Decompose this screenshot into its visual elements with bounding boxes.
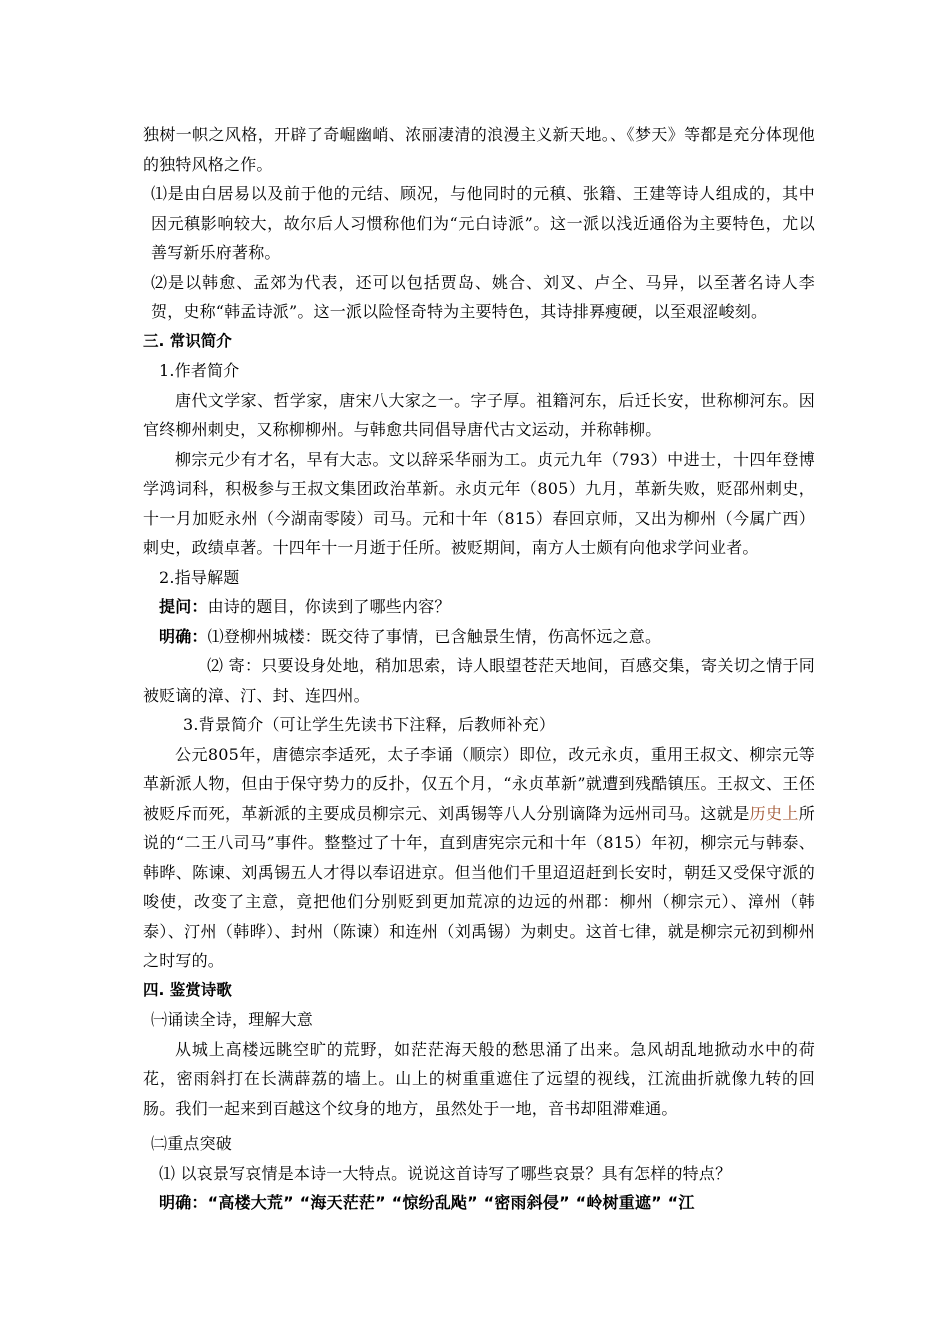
clarify-text: “高楼大荒” “海天茫茫” “惊纷乱飐” “密雨斜侵” “岭树重遮” “江 (207, 1193, 695, 1212)
paragraph-poem-meaning: 从城上高楼远眺空旷的荒野，如茫茫海天般的愁思涌了出来。急风胡乱地掀动水中的荷花，密雨斜打在长满薜荔的墙上。山上的树重重遮住了远望的视线，江流曲折就像九转的回肠。我们一起来到百越这个纹身的地方，虽然处于一地，音书却阻滞难通。 (143, 1039, 815, 1118)
paragraph-key-question: ⑴ 以哀景写哀情是本诗一大特点。说说这首诗写了哪些哀景？具有怎样的特点？ (159, 1163, 732, 1183)
answer-line (143, 622, 815, 652)
subheading-background: 3.背景简介（可让学生先读书下注释，后教师补充） (183, 715, 556, 734)
paragraph-li-he-style: 独树一帜之风格，开辟了奇崛幽峭、浓丽凄清的浪漫主义新天地。、《梦天》等都是充分体现他的独特风格之作。 (143, 125, 815, 174)
paragraph-author-biography: 柳宗元少有才名，早有大志。文以辞采华丽为工。贞元九年（793）中进士，十四年登博学鸿词科，积极参与王叔文集团政治革新。永贞元年（805）九月，革新失败，贬邵州刺史，十一月加贬永州（今湖南零陵）司马。元和十年（815）春回京师，又出为柳州（今属广西）刺史，政绩卓著。十四年十一月逝于任所。被贬期间，南方人士颇有向他求学问业者。 (143, 449, 815, 557)
section-heading-appreciation: 四. 鉴赏诗歌 (143, 980, 232, 999)
subheading-key-points: ㈡重点突破 (151, 1134, 233, 1153)
background-text-part1: 公元805年，唐德宗李适死，太子李诵（顺宗）即位，改元永贞，重用王叔文、柳宗元等革新派人物，但由于保守势力的反扑，仅五个月，“永贞革新”就遭到残酷镇压。王叔文、王伾被贬斥而死，革新派的主要成员柳宗元、刘禹锡等八人分别谪降为远州司马。这就是 (143, 744, 815, 823)
question-line (143, 592, 815, 622)
question-text: 由诗的题目，你读到了哪些内容？ (207, 597, 451, 616)
section-heading-general-knowledge: 三. 常识简介 (143, 331, 232, 350)
clarify-label: 明确： (159, 1193, 208, 1212)
paragraph-han-meng-school: ⑵是以韩愈、孟郊为代表，还可以包括贾岛、姚合、刘叉、卢仝、马异，以至著名诗人李贺，史称“韩孟诗派”。这一派以险怪奇特为主要特色，其诗排奡瘦硬，以至艰涩峻刻。 (151, 272, 815, 321)
document-body (143, 120, 815, 1218)
paragraph-background (143, 740, 815, 976)
background-text-part2: 所说的“二王八司马”事件。整整过了十年，直到唐宪宗元和十年（815）年初，柳宗元与韩泰、韩晔、陈谏、刘禹锡五人才得以奉诏进京。但当他们千里迢迢赶到长安时，朝廷又受保守派的唆使，改变了主意，竟把他们分别贬到更加荒凉的边远的州郡：柳州（柳宗元）、漳州（韩泰）、汀州（韩晔）、封州（陈谏）和连州（刘禹锡）为刺史。这首七律，就是柳宗元初到柳州之时写的。 (143, 803, 815, 970)
subheading-read-poem: ㈠诵读全诗，理解大意 (151, 1010, 314, 1029)
answer-text: ⑴登柳州城楼：既交待了事情，已含触景生情，伤高怀远之意。 (207, 626, 662, 646)
question-label: 提问： (159, 597, 208, 616)
paragraph-yuan-bai-school: ⑴是由白居易以及前于他的元结、顾况，与他同时的元稹、张籍、王建等诗人组成的，其中因元稹影响较大，故尔后人习惯称他们为“元白诗派”。这一派以浅近通俗为主要特色，尤以善写新乐府著称。 (151, 184, 815, 262)
subheading-title-guide: 2.指导解题 (159, 567, 240, 587)
paragraph-author-summary: 唐代文学家、哲学家，唐宋八大家之一。字子厚。祖籍河东，后迁长安，世称柳河东。因官终柳州刺史，又称柳柳州。与韩愈共同倡导唐代古文运动，并称韩柳。 (143, 390, 815, 439)
paragraph-answer-two: ⑵ 寄：只要设身处地，稍加思索，诗人眼望苍茫天地间，百感交集，寄关切之情于同被贬谪的漳、汀、封、连四州。 (143, 656, 815, 705)
clarify-line (143, 1188, 815, 1218)
history-link[interactable]: 历史上 (749, 803, 799, 823)
answer-label: 明确： (159, 626, 208, 646)
subheading-author-intro: 1.作者简介 (159, 361, 240, 380)
